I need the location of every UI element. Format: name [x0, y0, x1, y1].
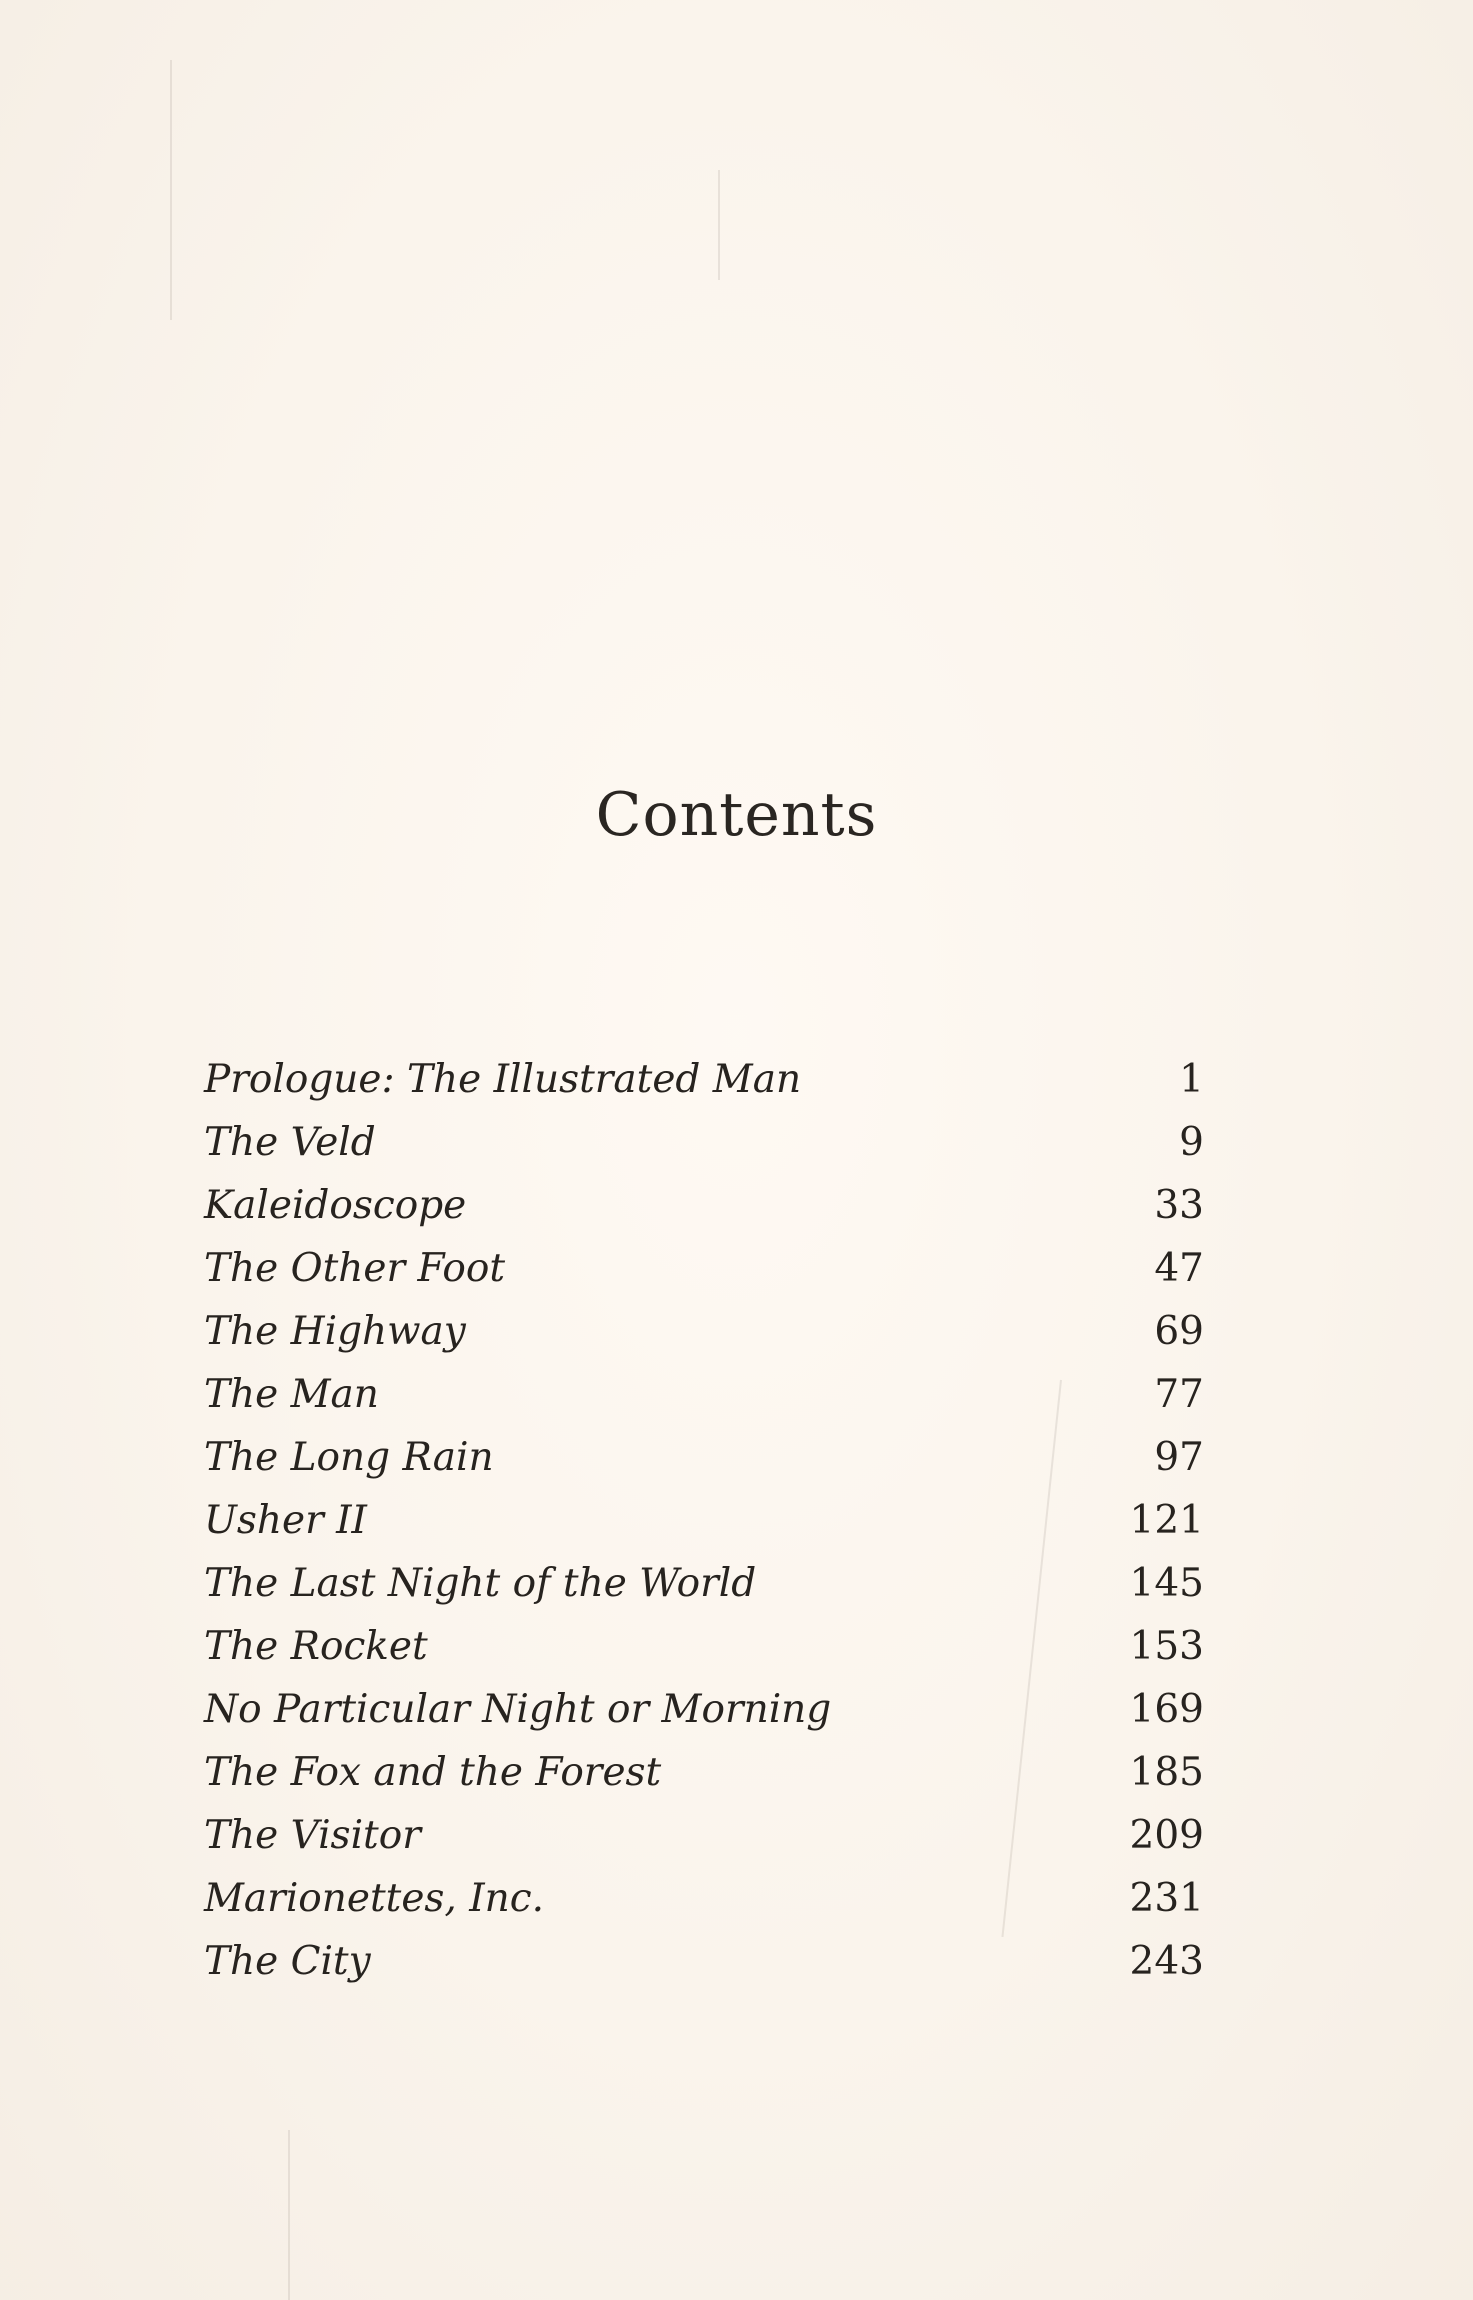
paper-crease — [718, 170, 720, 280]
toc-entry-page: 169 — [1129, 1687, 1204, 1732]
toc-entry-title: The Other Foot — [204, 1246, 506, 1291]
toc-entry-title: The Rocket — [204, 1624, 428, 1669]
toc-entry-title: Prologue: The Illustrated Man — [204, 1057, 802, 1102]
toc-entry-title: The Last Night of the World — [204, 1561, 757, 1606]
toc-entry[interactable] — [204, 1678, 1204, 1741]
toc-entry[interactable] — [204, 1489, 1204, 1552]
toc-entry[interactable] — [204, 1426, 1204, 1489]
toc-entry-page: 153 — [1129, 1624, 1204, 1669]
toc-entry-page: 77 — [1154, 1372, 1204, 1417]
toc-entry[interactable] — [204, 1363, 1204, 1426]
toc-entry[interactable] — [204, 1300, 1204, 1363]
toc-entry-title: The Veld — [204, 1120, 376, 1165]
toc-entry-page: 121 — [1129, 1498, 1204, 1543]
toc-entry-page: 33 — [1154, 1183, 1204, 1228]
toc-entry-page: 185 — [1129, 1750, 1204, 1795]
paper-crease — [288, 2130, 290, 2300]
toc-entry-title: The City — [204, 1939, 371, 1984]
toc-entry[interactable] — [204, 1867, 1204, 1930]
toc-entry-title: The Highway — [204, 1309, 466, 1354]
toc-entry-page: 209 — [1129, 1813, 1204, 1858]
toc-entry-page: 231 — [1129, 1876, 1204, 1921]
toc-entry[interactable] — [204, 1615, 1204, 1678]
toc-entry-title: The Fox and the Forest — [204, 1750, 662, 1795]
toc-entry-page: 145 — [1129, 1561, 1204, 1606]
toc-entry-title: The Man — [204, 1372, 379, 1417]
toc-entry-title: No Particular Night or Morning — [204, 1687, 832, 1732]
toc-entry-title: Marionettes, Inc. — [204, 1876, 544, 1921]
toc-entry-page: 1 — [1179, 1057, 1204, 1102]
page-title: Contents — [595, 780, 878, 850]
toc-entry[interactable] — [204, 1930, 1204, 1993]
toc-entry-page: 97 — [1154, 1435, 1204, 1480]
toc-entry-page: 47 — [1154, 1246, 1204, 1291]
toc-entry[interactable] — [204, 1552, 1204, 1615]
toc-entry-page: 243 — [1129, 1939, 1204, 1984]
toc-entry[interactable] — [204, 1237, 1204, 1300]
toc-entry[interactable] — [204, 1174, 1204, 1237]
toc-entry-title: Kaleidoscope — [204, 1183, 467, 1228]
toc-entry-title: The Long Rain — [204, 1435, 494, 1480]
toc-entry-title: The Visitor — [204, 1813, 421, 1858]
toc-entry-page: 9 — [1179, 1120, 1204, 1165]
toc-entry[interactable] — [204, 1741, 1204, 1804]
toc-entry-title: Usher II — [204, 1498, 367, 1543]
table-of-contents — [204, 1048, 1204, 1993]
paper-crease — [170, 60, 172, 320]
toc-entry[interactable] — [204, 1111, 1204, 1174]
toc-entry-page: 69 — [1154, 1309, 1204, 1354]
toc-entry[interactable] — [204, 1804, 1204, 1867]
toc-entry[interactable] — [204, 1048, 1204, 1111]
